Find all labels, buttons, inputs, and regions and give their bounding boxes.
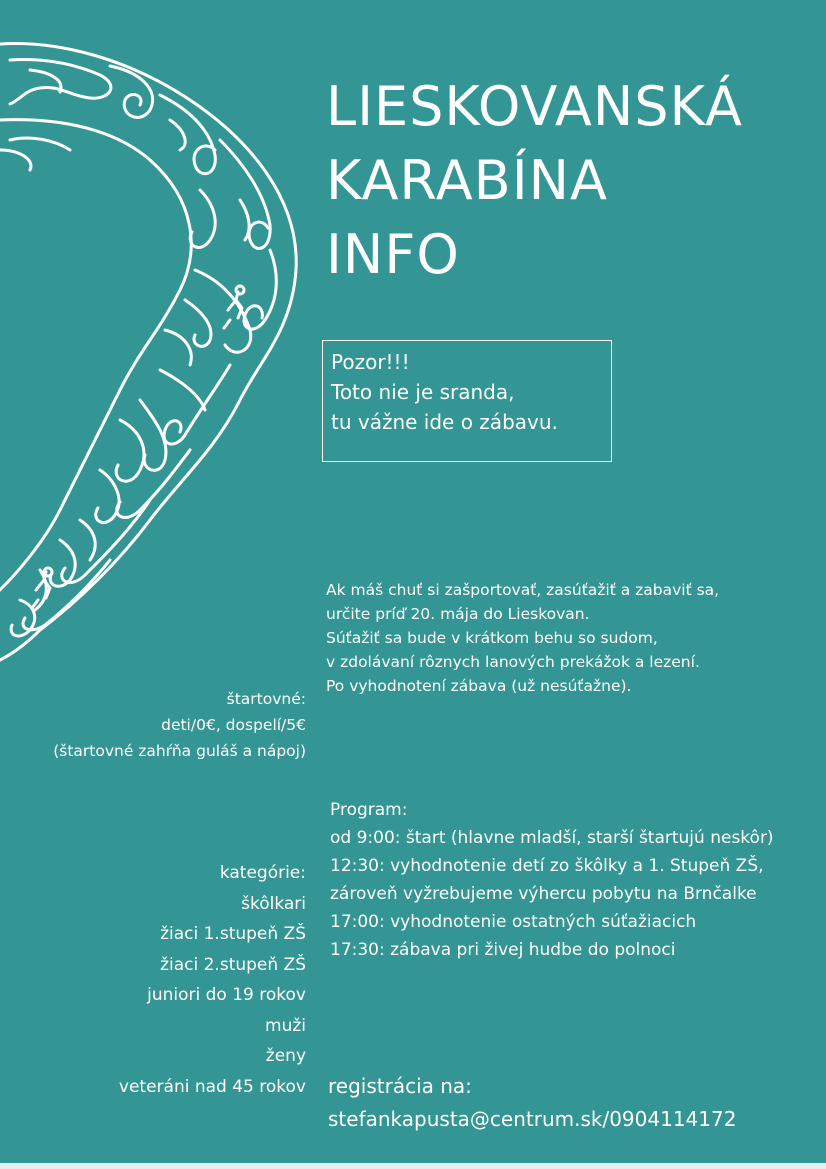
bottom-border xyxy=(0,1163,826,1169)
title-line-3: INFO xyxy=(326,223,460,286)
fees-note: (štartovné zahŕňa guláš a nápoj) xyxy=(53,742,306,760)
fees-heading: štartovné: xyxy=(226,690,306,708)
intro-line: určite príď 20. mája do Lieskovan. xyxy=(326,605,590,623)
registration xyxy=(328,1070,736,1136)
entry-fees xyxy=(53,686,306,764)
notice-box xyxy=(322,340,612,462)
notice-line-3: tu vážne ide o zábavu. xyxy=(331,410,558,434)
category-item: žiaci 2.stupeň ZŠ xyxy=(160,954,306,975)
program-item: 12:30: vyhodnotenie detí zo škôlky a 1. Stupeň ZŠ, xyxy=(330,856,764,876)
title-line-2: KARABÍNA xyxy=(326,149,608,212)
maze-arc-decoration xyxy=(0,0,320,680)
intro-line: Po vyhodnotení zábava (už nesúťažne). xyxy=(326,677,632,695)
program-schedule xyxy=(330,796,820,964)
program-item: od 9:00: štart (hlavne mladší, starší štartujú neskôr) xyxy=(330,828,774,848)
program-item: 17:30: zábava pri živej hudbe do polnoci xyxy=(330,940,676,960)
category-item: žiaci 1.stupeň ZŠ xyxy=(160,924,306,944)
fees-prices: deti/0€, dospelí/5€ xyxy=(161,716,306,734)
program-heading: Program: xyxy=(330,800,408,820)
program-item: zároveň vyžrebujeme výhercu pobytu na Brnčalke xyxy=(330,884,757,904)
registration-contact[interactable]: stefankapusta@centrum.sk/0904114172 xyxy=(328,1107,737,1131)
category-item: veteráni nad 45 rokov xyxy=(118,1076,306,1097)
registration-label: registrácia na: xyxy=(328,1074,472,1098)
notice-line-1: Pozor!!! xyxy=(331,350,410,374)
intro-line: v zdolávaní rôznych lanových prekážok a lezení. xyxy=(326,653,700,671)
intro-paragraph xyxy=(326,578,806,698)
intro-line: Súťažiť sa bude v krátkom behu so sudom, xyxy=(326,629,658,647)
title-line-1: LIESKOVANSKÁ xyxy=(326,75,743,138)
category-item: juniori do 19 rokov xyxy=(147,985,306,1005)
categories-heading: kategórie: xyxy=(219,863,306,883)
intro-line: Ak máš chuť si zašportovať, zasúťažiť a zabaviť sa, xyxy=(326,581,720,599)
category-item: ženy xyxy=(265,1046,306,1066)
program-item: 17:00: vyhodnotenie ostatných súťažiacich xyxy=(330,912,697,932)
categories-list xyxy=(119,858,306,1102)
notice-line-2: Toto nie je sranda, xyxy=(331,380,515,404)
category-item: muži xyxy=(265,1015,306,1036)
category-item: škôlkari xyxy=(241,893,306,914)
poster-title xyxy=(326,70,743,292)
